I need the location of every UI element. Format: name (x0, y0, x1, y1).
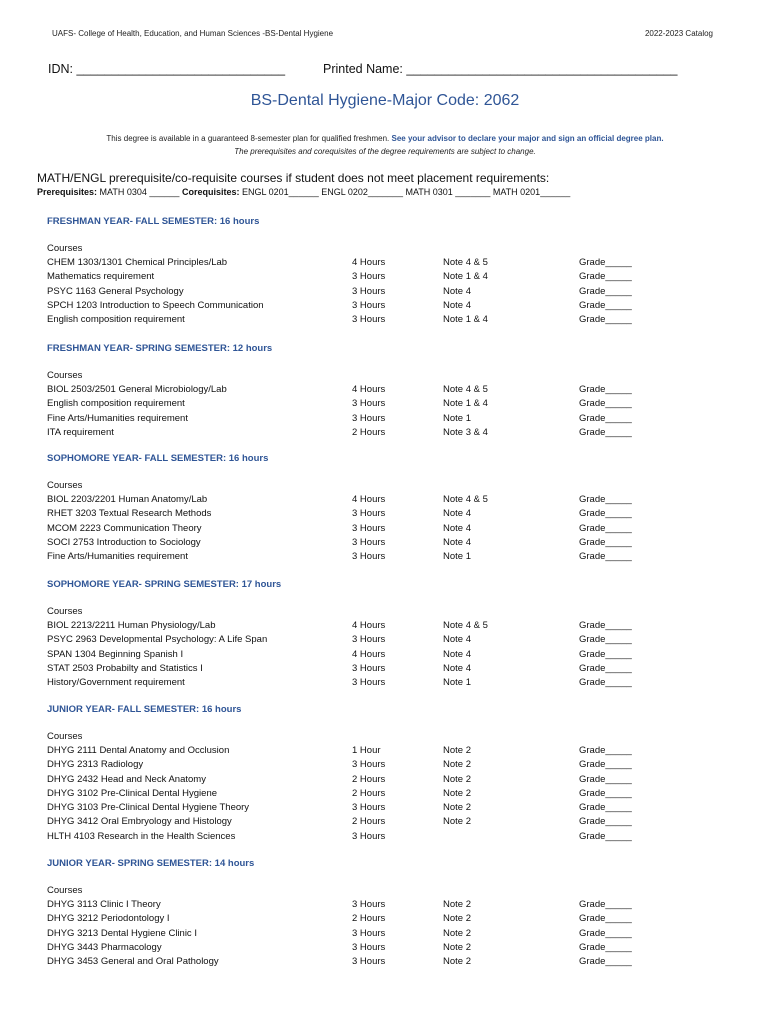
course-row (47, 427, 687, 441)
grade-field[interactable]: Grade_____ (579, 551, 632, 563)
grade-field[interactable]: Grade_____ (579, 787, 632, 799)
course-hours: 2 Hours (352, 816, 386, 828)
course-hours: 3 Hours (352, 634, 386, 646)
course-name: English composition requirement (47, 314, 185, 326)
semester-title: FRESHMAN YEAR- FALL SEMESTER: 16 hours (47, 216, 260, 227)
course-name: SOCI 2753 Introduction to Sociology (47, 536, 201, 548)
course-row (47, 913, 687, 927)
course-name: DHYG 3113 Clinic I Theory (47, 899, 161, 910)
course-name: DHYG 3213 Dental Hygiene Clinic I (47, 927, 197, 939)
running-header-left: UAFS- College of Health, Education, and Human Sciences -BS-Dental Hygiene (52, 29, 334, 38)
semester-block (47, 704, 687, 845)
course-note: Note 2 (443, 787, 471, 799)
course-row (47, 677, 687, 691)
semester-title: SOPHOMORE YEAR- SPRING SEMESTER: 17 hours (47, 579, 282, 590)
grade-field[interactable]: Grade_____ (579, 830, 632, 842)
grade-field[interactable]: Grade_____ (579, 508, 632, 520)
prereq-value: MATH 0304 ______ (99, 187, 180, 197)
course-row (47, 286, 687, 300)
course-row (47, 745, 687, 759)
course-hours: 3 Hours (352, 412, 386, 424)
grade-field[interactable]: Grade_____ (579, 494, 632, 505)
course-hours: 4 Hours (352, 384, 386, 395)
course-name: English composition requirement (47, 398, 185, 410)
course-note: Note 2 (443, 941, 471, 953)
course-hours: 1 Hour (352, 745, 381, 756)
grade-field[interactable]: Grade_____ (579, 745, 632, 756)
course-name: ITA requirement (47, 426, 114, 438)
course-hours: 3 Hours (352, 899, 386, 910)
course-name: CHEM 1303/1301 Chemical Principles/Lab (47, 257, 228, 268)
course-name: BIOL 2203/2201 Human Anatomy/Lab (47, 494, 208, 505)
grade-field[interactable]: Grade_____ (579, 816, 632, 828)
course-name: DHYG 2111 Dental Anatomy and Occlusion (47, 745, 230, 756)
grade-field[interactable]: Grade_____ (579, 941, 632, 953)
course-hours: 2 Hours (352, 426, 386, 438)
grade-field[interactable]: Grade_____ (579, 634, 632, 646)
course-note: Note 3 & 4 (443, 426, 488, 438)
course-row (47, 620, 687, 634)
course-note: Note 4 (443, 648, 471, 660)
course-name: History/Government requirement (47, 677, 185, 689)
course-note: Note 2 (443, 816, 471, 828)
semester-title: SOPHOMORE YEAR- FALL SEMESTER: 16 hours (47, 453, 269, 464)
course-row (47, 816, 687, 830)
semester-title: JUNIOR YEAR- FALL SEMESTER: 16 hours (47, 704, 242, 715)
course-note: Note 4 (443, 536, 471, 548)
course-note: Note 4 (443, 299, 471, 311)
course-note: Note 1 & 4 (443, 314, 488, 326)
course-name: Fine Arts/Humanities requirement (47, 412, 188, 424)
course-name: Fine Arts/Humanities requirement (47, 551, 188, 563)
courses-label: Courses (47, 370, 83, 381)
availability-note (0, 134, 770, 143)
course-hours: 3 Hours (352, 927, 386, 939)
prerequisite-change-note: The prerequisites and corequisites of the degree requirements are subject to change. (234, 147, 536, 156)
course-hours: 3 Hours (352, 314, 386, 326)
course-row (47, 899, 687, 913)
course-hours: 2 Hours (352, 773, 386, 785)
coreq-label: Corequisites: (181, 187, 240, 197)
course-hours: 3 Hours (352, 508, 386, 520)
course-hours: 3 Hours (352, 802, 386, 814)
course-row (47, 663, 687, 677)
course-row (47, 942, 687, 956)
course-note: Note 2 (443, 899, 471, 910)
course-note: Note 4 & 5 (443, 494, 488, 505)
course-hours: 3 Hours (352, 956, 386, 968)
course-name: RHET 3203 Textual Research Methods (47, 508, 212, 520)
grade-field[interactable]: Grade_____ (579, 773, 632, 785)
course-note: Note 2 (443, 956, 471, 968)
prereq-line (37, 187, 570, 197)
course-hours: 3 Hours (352, 677, 386, 689)
semester-block (47, 216, 687, 328)
grade-field[interactable]: Grade_____ (579, 648, 632, 660)
grade-field[interactable]: Grade_____ (579, 257, 632, 268)
course-row (47, 523, 687, 537)
course-hours: 3 Hours (352, 536, 386, 548)
course-note: Note 1 & 4 (443, 398, 488, 410)
course-name: DHYG 3412 Oral Embryology and Histology (47, 816, 232, 828)
grade-field[interactable]: Grade_____ (579, 927, 632, 939)
semester-title: JUNIOR YEAR- SPRING SEMESTER: 14 hours (47, 858, 255, 869)
course-note: Note 4 (443, 522, 471, 534)
course-note: Note 1 (443, 677, 471, 689)
course-note: Note 2 (443, 773, 471, 785)
grade-field[interactable]: Grade_____ (579, 285, 632, 297)
course-row (47, 634, 687, 648)
course-row (47, 537, 687, 551)
prereq-label: Prerequisites: (37, 187, 98, 197)
course-name: SPCH 1203 Introduction to Speech Communication (47, 299, 264, 311)
course-name: PSYC 2963 Developmental Psychology: A Life Span (47, 634, 268, 646)
course-note: Note 2 (443, 927, 471, 939)
course-row (47, 928, 687, 942)
printed-name-field[interactable]: Printed Name: _______________________________________ (323, 62, 678, 76)
course-row (47, 956, 687, 970)
coreq-values: ENGL 0201______ ENGL 0202_______ MATH 0301 _______ MATH 0201______ (241, 187, 571, 197)
semester-title: FRESHMAN YEAR- SPRING SEMESTER: 12 hours (47, 343, 273, 354)
course-row (47, 413, 687, 427)
course-note: Note 4 & 5 (443, 257, 488, 268)
course-row (47, 508, 687, 522)
course-name: DHYG 3453 General and Oral Pathology (47, 956, 219, 968)
course-name: DHYG 3103 Pre-Clinical Dental Hygiene Theory (47, 802, 250, 814)
course-hours: 3 Hours (352, 662, 386, 674)
courses-label: Courses (47, 731, 83, 742)
course-note: Note 4 & 5 (443, 384, 488, 395)
course-note: Note 4 (443, 662, 471, 674)
course-hours: 3 Hours (352, 941, 386, 953)
course-name: PSYC 1163 General Psychology (47, 285, 184, 297)
course-note: Note 1 (443, 412, 471, 424)
course-name: Mathematics requirement (47, 271, 155, 283)
course-note: Note 2 (443, 759, 471, 771)
course-note: Note 4 (443, 634, 471, 646)
course-hours: 3 Hours (352, 285, 386, 297)
course-row (47, 551, 687, 565)
course-name: DHYG 2313 Radiology (47, 759, 144, 771)
course-hours: 3 Hours (352, 299, 386, 311)
grade-field[interactable]: Grade_____ (579, 759, 632, 771)
course-name: SPAN 1304 Beginning Spanish I (47, 648, 184, 660)
course-row (47, 788, 687, 802)
courses-label: Courses (47, 606, 83, 617)
course-name: MCOM 2223 Communication Theory (47, 522, 202, 534)
course-hours: 3 Hours (352, 522, 386, 534)
course-note: Note 4 (443, 285, 471, 297)
course-row (47, 384, 687, 398)
math-engl-heading: MATH/ENGL prerequisite/co-requisite courses if student does not meet placement requirements: (37, 171, 550, 185)
advisor-note: See your advisor to declare your major and sign an official degree plan. (391, 134, 664, 143)
grade-field[interactable]: Grade_____ (579, 299, 632, 311)
course-name: DHYG 3102 Pre-Clinical Dental Hygiene (47, 787, 218, 799)
page-title: BS-Dental Hygiene-Major Code: 2062 (250, 92, 520, 109)
course-row (47, 494, 687, 508)
course-row (47, 271, 687, 285)
grade-field[interactable]: Grade_____ (579, 662, 632, 674)
grade-field[interactable]: Grade_____ (579, 677, 632, 689)
course-hours: 3 Hours (352, 830, 386, 842)
grade-field[interactable]: Grade_____ (579, 956, 632, 968)
course-hours: 3 Hours (352, 759, 386, 771)
course-name: BIOL 2503/2501 General Microbiology/Lab (47, 384, 227, 395)
grade-field[interactable]: Grade_____ (579, 522, 632, 534)
course-row (47, 831, 687, 845)
course-note: Note 1 (443, 551, 471, 563)
course-hours: 3 Hours (352, 551, 386, 563)
course-name: DHYG 2432 Head and Neck Anatomy (47, 773, 206, 785)
grade-field[interactable]: Grade_____ (579, 271, 632, 283)
course-row (47, 802, 687, 816)
course-row (47, 257, 687, 271)
grade-field[interactable]: Grade_____ (579, 412, 632, 424)
course-note: Note 1 & 4 (443, 271, 488, 283)
course-name: BIOL 2213/2211 Human Physiology/Lab (47, 620, 216, 631)
grade-field[interactable]: Grade_____ (579, 913, 632, 925)
semester-block (47, 579, 687, 691)
semester-block (47, 858, 687, 970)
course-row (47, 300, 687, 314)
course-name: DHYG 3212 Periodontology I (47, 913, 170, 925)
course-row (47, 314, 687, 328)
course-row (47, 398, 687, 412)
course-hours: 2 Hours (352, 913, 386, 925)
courses-label: Courses (47, 885, 83, 896)
grade-field[interactable]: Grade_____ (579, 536, 632, 548)
courses-label: Courses (47, 243, 83, 254)
grade-field[interactable]: Grade_____ (579, 899, 632, 910)
course-name: DHYG 3443 Pharmacology (47, 941, 162, 953)
course-name: STAT 2503 Probabilty and Statistics I (47, 662, 203, 674)
course-hours: 4 Hours (352, 257, 386, 268)
course-name: HLTH 4103 Research in the Health Sciences (47, 830, 236, 842)
course-hours: 4 Hours (352, 648, 386, 660)
course-hours: 4 Hours (352, 620, 386, 631)
course-note: Note 2 (443, 745, 471, 756)
grade-field[interactable]: Grade_____ (579, 802, 632, 814)
grade-field[interactable]: Grade_____ (579, 314, 632, 326)
grade-field[interactable]: Grade_____ (579, 398, 632, 410)
semester-block (47, 343, 687, 441)
course-note: Note 4 (443, 508, 471, 520)
grade-field[interactable]: Grade_____ (579, 426, 632, 438)
idn-field[interactable]: IDN: ______________________________ (48, 62, 286, 76)
courses-label: Courses (47, 480, 83, 491)
course-hours: 2 Hours (352, 787, 386, 799)
course-note: Note 2 (443, 913, 471, 925)
semester-block (47, 453, 687, 565)
course-hours: 3 Hours (352, 271, 386, 283)
grade-field[interactable]: Grade_____ (579, 384, 632, 395)
course-row (47, 774, 687, 788)
course-row (47, 649, 687, 663)
course-hours: 3 Hours (352, 398, 386, 410)
grade-field[interactable]: Grade_____ (579, 620, 632, 631)
course-note: Note 2 (443, 802, 471, 814)
catalog-year: 2022-2023 Catalog (644, 29, 713, 38)
availability-text: This degree is available in a guaranteed 8-semester plan for qualified freshmen. (106, 134, 390, 143)
course-hours: 4 Hours (352, 494, 386, 505)
course-note: Note 4 & 5 (443, 620, 488, 631)
course-row (47, 759, 687, 773)
